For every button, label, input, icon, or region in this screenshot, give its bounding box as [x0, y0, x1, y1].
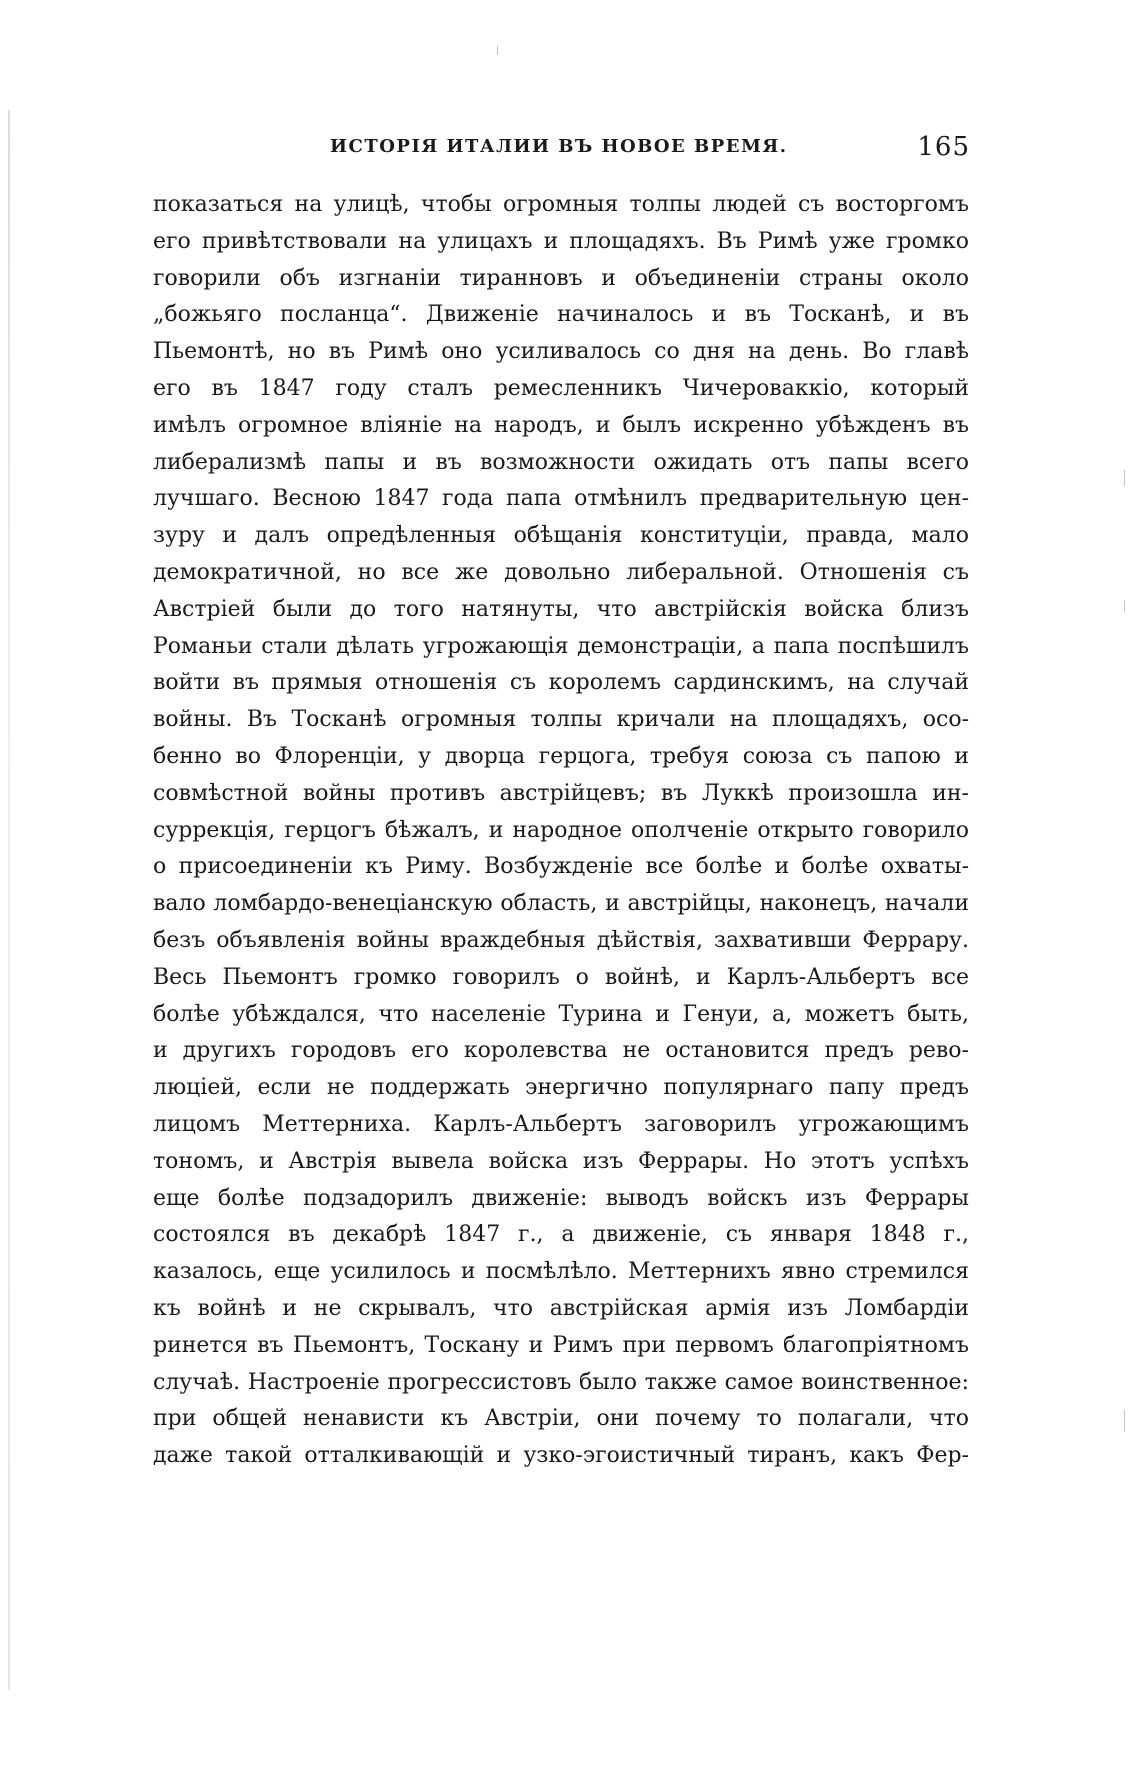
text-line: при общей ненависти къ Австріи, они почему то полагали, что	[153, 1406, 969, 1432]
scan-mark	[1124, 1410, 1125, 1432]
text-line: Пьемонтѣ, но въ Римѣ оно усиливалось со дня на день. Во главѣ	[153, 339, 969, 365]
text-line: лучшаго. Весною 1847 года папа отмѣнилъ предварительную цен-	[153, 486, 969, 512]
running-title: ИСТОРІЯ ИТАЛИИ ВЪ НОВОЕ ВРЕМЯ.	[330, 136, 788, 157]
text-line: и другихъ городовъ его королевства не остановится предъ рево-	[153, 1038, 969, 1064]
text-line: показаться на улицѣ, чтобы огромныя толпы людей съ восторгомъ	[153, 192, 969, 217]
page-header	[330, 132, 970, 166]
text-line: люціей, если не поддержать энергично популярнаго папу предъ	[153, 1075, 969, 1101]
text-line: Австріей были до того натянуты, что австрійскія войска близъ	[153, 596, 969, 622]
text-line: „божьяго посланца“. Движеніе начиналось и въ Тосканѣ, и въ	[153, 302, 969, 328]
text-line: либерализмѣ папы и въ возможности ожидать отъ папы всего	[153, 449, 969, 475]
text-line: случаѣ. Настроеніе прогрессистовъ было также самое воинственное:	[153, 1369, 969, 1395]
scan-mark	[497, 46, 498, 55]
text-line: тономъ, и Австрія вывела войска изъ Феррары. Но этотъ успѣхъ	[153, 1148, 969, 1174]
text-line: состоялся въ декабрѣ 1847 г., а движеніе, съ января 1848 г.,	[153, 1222, 969, 1248]
text-line: говорили объ изгнаніи тиранновъ и объединеніи страны около	[153, 265, 969, 291]
text-line: войти въ прямыя отношенія съ королемъ сардинскимъ, на случай	[153, 670, 969, 696]
text-line: о присоединеніи къ Риму. Возбужденіе все болѣе и болѣе охваты-	[153, 854, 969, 880]
text-line: войны. Въ Тосканѣ огромныя толпы кричали на площадяхъ, осо-	[153, 707, 969, 733]
text-line: суррекція, герцогъ бѣжалъ, и народное ополченіе открыто говорило	[153, 817, 969, 843]
text-line: къ войнѣ и не скрывалъ, что австрійская армія изъ Ломбардіи	[153, 1295, 969, 1321]
text-line: бенно во Флоренціи, у дворца герцога, требуя союза съ папою и	[153, 743, 969, 769]
text-line: совмѣстной войны противъ австрійцевъ; въ Луккѣ произошла ин-	[153, 780, 969, 806]
text-line: его въ 1847 году сталъ ремесленникъ Чичероваккіо, который	[153, 375, 969, 401]
text-line: демократичной, но все же довольно либеральной. Отношенія съ	[153, 559, 969, 585]
scan-page-edge	[8, 110, 10, 1690]
text-line: его привѣтствовали на улицахъ и площадяхъ. Въ Римѣ уже громко	[153, 228, 969, 254]
text-line: безъ объявленія войны враждебныя дѣйствія, захвативши Феррару.	[153, 927, 969, 953]
text-line: даже такой отталкивающій и узко-эгоистичный тиранъ, какъ Фер-	[153, 1443, 969, 1469]
page-number: 165	[917, 132, 970, 162]
text-line: зуру и далъ опредѣленныя обѣщанія конституціи, правда, мало	[153, 523, 969, 549]
text-line: ринется въ Пьемонтъ, Тоскану и Римъ при первомъ благопріятномъ	[153, 1332, 969, 1358]
scan-mark	[1124, 470, 1125, 486]
text-line: Весь Пьемонтъ громко говорилъ о войнѣ, и Карлъ-Альбертъ все	[153, 964, 969, 990]
text-line: Романьи стали дѣлать угрожающія демонстраціи, а папа поспѣшилъ	[153, 633, 969, 659]
text-line: болѣе убѣждался, что населеніе Турина и Генуи, а, можетъ быть,	[153, 1001, 969, 1027]
body-text	[153, 187, 969, 1475]
text-line: лицомъ Меттерниха. Карлъ-Альбертъ заговорилъ угрожающимъ	[153, 1111, 969, 1137]
text-line: вало ломбардо-венеціанскую область, и австрійцы, наконецъ, начали	[153, 891, 969, 917]
scan-mark	[1124, 600, 1125, 612]
text-line: казалось, еще усилилось и посмѣлѣло. Меттернихъ явно стремился	[153, 1259, 969, 1285]
text-line: еще болѣе подзадорилъ движеніе: выводъ войскъ изъ Феррары	[153, 1185, 969, 1211]
text-line: имѣлъ огромное вліяніе на народъ, и былъ искренно убѣжденъ въ	[153, 412, 969, 438]
